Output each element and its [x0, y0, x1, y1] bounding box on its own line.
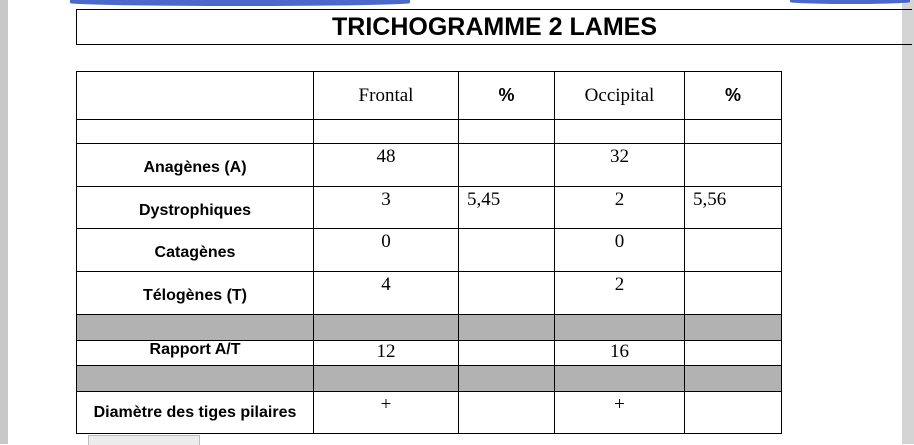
table-row — [77, 392, 782, 434]
table-row — [77, 229, 782, 272]
row-label-dystrophiques: Dystrophiques — [77, 187, 314, 229]
header-frontal-percent: % — [459, 72, 555, 120]
header-cell-empty — [77, 72, 314, 120]
cell-occipital-percent — [685, 229, 782, 272]
trichogram-table — [76, 71, 782, 434]
header-occipital-percent: % — [685, 72, 782, 120]
page-title: TRICHOGRAMME 2 LAMES — [76, 9, 912, 45]
grey-separator-row — [77, 366, 782, 392]
cell-occipital: 16 — [555, 341, 685, 366]
cell-occipital-percent — [685, 341, 782, 366]
cell-frontal-percent — [459, 229, 555, 272]
cell-frontal: 3 — [314, 187, 459, 229]
row-label-anagenes: Anagènes (A) — [77, 144, 314, 187]
cell-occipital-percent — [685, 272, 782, 315]
table-row — [77, 187, 782, 229]
cell-occipital-percent — [685, 392, 782, 434]
cell-frontal-percent — [459, 341, 555, 366]
table-header-row — [77, 72, 782, 120]
cell-frontal-percent — [459, 144, 555, 187]
pen-scribble — [70, 0, 410, 6]
row-label-catagenes: Catagènes — [77, 229, 314, 272]
row-label-telogenes: Télogènes (T) — [77, 272, 314, 315]
cell-occipital: 2 — [555, 272, 685, 315]
row-label-diametre: Diamètre des tiges pilaires — [77, 392, 314, 434]
table-row — [77, 144, 782, 187]
pen-scribble — [790, 0, 910, 4]
cell-frontal: 12 — [314, 341, 459, 366]
cell-occipital: + — [555, 392, 685, 434]
cell-frontal: 4 — [314, 272, 459, 315]
header-occipital: Occipital — [555, 72, 685, 120]
cell-frontal-percent: 5,45 — [459, 187, 555, 229]
cell-occipital-percent: 5,56 — [685, 187, 782, 229]
cell-frontal-percent — [459, 392, 555, 434]
left-scroll-rail — [0, 0, 8, 444]
cell-occipital: 2 — [555, 187, 685, 229]
right-scroll-rail[interactable] — [902, 0, 914, 444]
cell-occipital: 0 — [555, 229, 685, 272]
grey-separator-row — [77, 315, 782, 341]
row-label-rapport: Rapport A/T — [77, 341, 314, 366]
cell-frontal-percent — [459, 272, 555, 315]
spacer-row — [77, 120, 782, 144]
cell-occipital-percent — [685, 144, 782, 187]
table-row — [77, 341, 782, 366]
cell-frontal: 0 — [314, 229, 459, 272]
header-frontal: Frontal — [314, 72, 459, 120]
cell-frontal: 48 — [314, 144, 459, 187]
cell-frontal: + — [314, 392, 459, 434]
table-row — [77, 272, 782, 315]
cell-occipital: 32 — [555, 144, 685, 187]
